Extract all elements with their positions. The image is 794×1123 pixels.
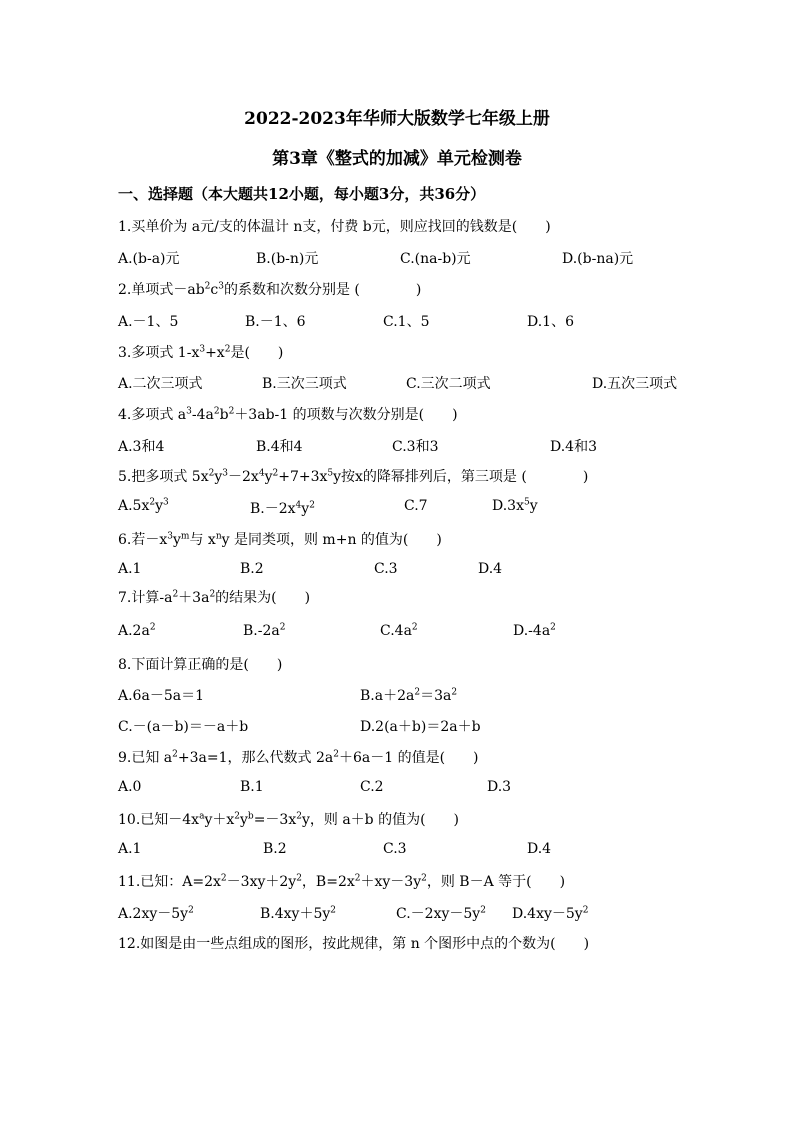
q2-option-c: C.1、5	[383, 314, 430, 330]
q3-option-d: D.五次三项式	[592, 376, 678, 392]
question-9-stem: 9.已知 $a^2+3a=1$，那么代数式 $2a^2+6a-1$ 的值是( )	[118, 749, 479, 766]
q1-option-a: A.(b-a)元	[118, 251, 180, 267]
q7-option-d: $D.-4a^2$	[513, 622, 556, 639]
q9-option-d: D.3	[487, 779, 512, 795]
question-4-stem: 4.多项式 $a^3-4a^2b^2+3ab-1$ 的项数与次数分别是( )	[118, 406, 458, 423]
q5-option-d: $D.3x^5y$	[492, 497, 538, 514]
q8-option-d: D.2(a＋b)＝2a＋b	[360, 719, 481, 735]
q4-option-b: B.4和4	[256, 439, 303, 455]
q1-option-b: B.(b-n)元	[256, 251, 319, 267]
q11-option-d: $D.4xy-5y^2$	[512, 905, 589, 922]
question-3-stem: 3.多项式 $1-x^3+x^2$是( )	[118, 344, 284, 361]
q9-option-b: B.1	[240, 779, 264, 795]
q2-option-b: B.－1、6	[245, 314, 306, 330]
q2-option-d: D.1、6	[527, 314, 574, 330]
q7-option-b: $B.-2a^2$	[243, 622, 286, 639]
question-7-stem: 7.计算$-a^2+3a^2$的结果为( )	[118, 589, 311, 606]
question-1-stem: 1.买单价为 a元/支的体温计 n支，付费 b元，则应找回的钱数是( )	[118, 219, 551, 235]
q6-option-b: B.2	[240, 561, 264, 577]
q8-option-c: C.－(a－b)＝－a＋b	[118, 719, 249, 735]
q10-option-b: B.2	[263, 841, 287, 857]
question-2-stem: 2.单项式$-ab^2c^3$的系数和次数分别是 ( )	[118, 281, 422, 298]
q11-option-a: $A.2xy-5y^2$	[118, 905, 194, 922]
q6-option-a: A.1	[118, 561, 142, 577]
q8-option-b: $B.a+2a^2=3a^2$	[360, 687, 458, 704]
q5-option-c: C.7	[404, 498, 428, 514]
q6-option-d: D.4	[478, 561, 503, 577]
q5-option-a: $A.5x^2y^3$	[118, 497, 169, 514]
q10-option-d: D.4	[527, 841, 552, 857]
q10-option-a: A.1	[118, 841, 142, 857]
q10-option-c: C.3	[383, 841, 407, 857]
q11-option-b: $B.4xy+5y^2$	[260, 905, 337, 922]
question-11-stem: 11.已知：$A=2x^2-3xy+2y^2$，$B=2x^2+xy-3y^2$，则 B－A 等于( )	[118, 873, 566, 890]
q3-option-b: B.三次三项式	[262, 376, 347, 392]
section-heading: 一、选择题（本大题共12小题，每小题3分，共36分）	[118, 185, 486, 203]
q1-option-c: C.(na-b)元	[400, 251, 471, 267]
question-5-stem: 5.把多项式 $5x^2y^3-2x^4y^2+7+3x^5y$按x的降幂排列后，第三项是 ( )	[118, 468, 589, 485]
q5-option-b: $B.-2x^4y^2$	[250, 500, 315, 517]
question-6-stem: 6.若$-x^3y^m$与 $x^ny$ 是同类项，则 m+n 的值为( )	[118, 531, 442, 548]
q2-option-a: A.－1、5	[118, 314, 179, 330]
q11-option-c: $C.-2xy-5y^2$	[396, 905, 486, 922]
q9-option-c: C.2	[360, 779, 384, 795]
exam-title: 2022-2023年华师大版数学七年级上册	[244, 109, 550, 129]
q7-option-a: $A.2a^2$	[118, 622, 156, 639]
q4-option-c: C.3和3	[392, 439, 439, 455]
question-12-stem: 12.如图是由一些点组成的图形，按此规律，第 n 个图形中点的个数为( )	[118, 936, 590, 952]
q4-option-a: A.3和4	[118, 439, 165, 455]
q8-option-a: A.6a－5a＝1	[118, 688, 204, 704]
chapter-title: 第3章《整式的加减》单元检测卷	[272, 149, 522, 169]
q1-option-d: D.(b-na)元	[562, 251, 634, 267]
q3-option-a: A.二次三项式	[118, 376, 203, 392]
q7-option-c: $C.4a^2$	[380, 622, 418, 639]
q9-option-a: A.0	[118, 779, 142, 795]
question-8-stem: 8.下面计算正确的是( )	[118, 657, 283, 673]
question-10-stem: 10.已知$-4x^ay+x^2y^b=-3x^2y$，则 a＋b 的值为( )	[118, 811, 460, 828]
q4-option-d: D.4和3	[550, 439, 597, 455]
q6-option-c: C.3	[374, 561, 398, 577]
q3-option-c: C.三次二项式	[406, 376, 491, 392]
